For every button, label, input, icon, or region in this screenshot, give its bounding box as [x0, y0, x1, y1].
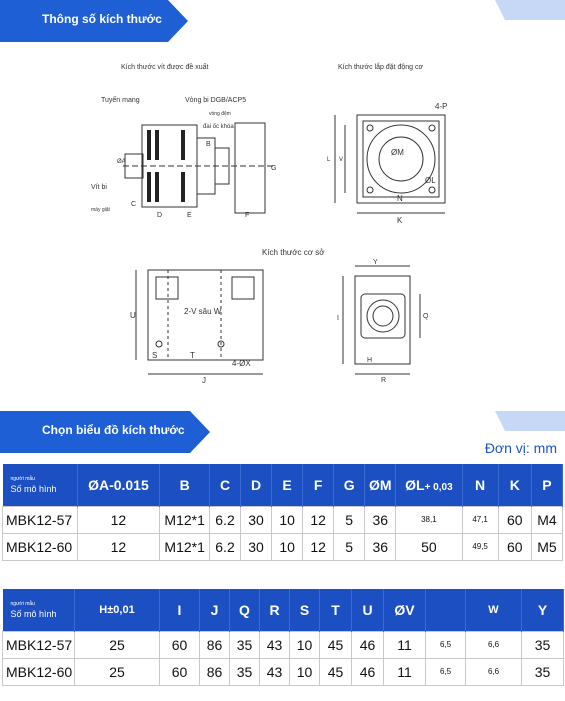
svg-text:Vòng bi DGB/ACP5: Vòng bi DGB/ACP5 [185, 97, 247, 104]
spec-table-2 [2, 589, 564, 686]
section-banner-specs [0, 0, 190, 42]
svg-text:ØL: ØL [425, 176, 436, 185]
motor-drawing [315, 95, 475, 235]
screw-drawing-title: Kích thước vít được đề xuất [121, 64, 209, 71]
model-header: người mẫu Số mô hình [3, 589, 75, 631]
svg-text:U: U [130, 311, 136, 320]
model-header: người mẫu Số mô hình [3, 464, 78, 506]
column-header: ØV [384, 589, 426, 631]
motor-drawing-title: Kích thước lắp đặt động cơ [338, 64, 424, 71]
corner-decoration [495, 0, 565, 20]
table-row: MBK12-57 12 M12*1 6.2 30 10 12 5 36 38,1 47,1 60 M4 [3, 506, 563, 533]
svg-text:đai ốc khóa: đai ốc khóa [203, 124, 234, 130]
svg-text:4-ØX: 4-ØX [232, 359, 251, 368]
table-row: MBK12-60 12 M12*1 6.2 30 10 12 5 36 50 49,5 60 M5 [3, 533, 563, 560]
svg-text:4-P: 4-P [435, 102, 448, 111]
section-title: Thông số kích thước [42, 12, 162, 26]
svg-text:R: R [381, 377, 387, 384]
section-title: Chọn biểu đồ kích thước [42, 423, 185, 437]
svg-text:L: L [327, 157, 331, 163]
svg-text:N: N [397, 194, 403, 203]
svg-text:F: F [245, 212, 250, 219]
svg-text:E: E [187, 212, 192, 219]
column-header: S [290, 589, 320, 631]
svg-text:máy giặt: máy giặt [91, 207, 110, 213]
column-header: W [466, 589, 522, 631]
column-header: K [498, 464, 531, 506]
column-header: G [334, 464, 365, 506]
svg-text:Q: Q [423, 313, 429, 320]
table-row: MBK12-57 25 60 86 35 43 10 45 46 11 6,5 6,6 35 [3, 631, 564, 658]
column-header: B [160, 464, 210, 506]
column-header: ØA-0.015 [77, 464, 160, 506]
svg-text:J: J [202, 376, 206, 385]
svg-text:ØA: ØA [117, 159, 126, 165]
column-header [426, 589, 466, 631]
svg-text:V: V [339, 157, 344, 163]
spec-table-1 [2, 464, 563, 561]
svg-text:D: D [157, 212, 163, 219]
base-side-drawing [335, 256, 435, 386]
table-header-row [3, 589, 564, 631]
column-header: C [209, 464, 240, 506]
svg-text:C: C [131, 201, 137, 208]
table-row: MBK12-60 25 60 86 35 43 10 45 46 11 6,5 6,6 35 [3, 658, 564, 685]
svg-text:K: K [397, 216, 403, 225]
screw-drawing [85, 88, 285, 233]
svg-text:T: T [190, 351, 195, 360]
svg-text:ØM: ØM [391, 148, 404, 157]
base-front-drawing [128, 262, 278, 387]
svg-text:B: B [206, 141, 211, 148]
column-header: T [320, 589, 352, 631]
svg-text:H: H [367, 357, 373, 364]
column-header: I [160, 589, 200, 631]
unit-label: Đơn vị: mm [484, 440, 557, 456]
base-drawing-title: Kích thước cơ sở [262, 248, 325, 257]
svg-text:S: S [152, 351, 158, 360]
svg-text:Tuyến mang: Tuyến mang [101, 97, 140, 104]
table-header-row [3, 464, 563, 506]
section-banner-chart [0, 411, 212, 453]
corner-decoration [495, 411, 565, 431]
column-header: H±0,01 [75, 589, 160, 631]
column-header: Q [230, 589, 260, 631]
column-header: E [272, 464, 303, 506]
column-header: N [462, 464, 498, 506]
svg-text:2-V sâu W: 2-V sâu W [184, 307, 222, 316]
column-header: R [260, 589, 290, 631]
column-header: ØL+ 0,03 [396, 464, 462, 506]
column-header: Y [522, 589, 564, 631]
svg-text:I: I [337, 315, 339, 322]
column-header: J [200, 589, 230, 631]
svg-text:vòng đệm: vòng đệm [209, 111, 231, 117]
column-header: P [531, 464, 562, 506]
column-header: F [303, 464, 334, 506]
column-header: ØM [365, 464, 396, 506]
svg-text:Vít bi: Vít bi [91, 184, 107, 191]
svg-text:Y: Y [373, 259, 378, 266]
svg-text:G: G [271, 165, 277, 172]
column-header: U [352, 589, 384, 631]
column-header: D [241, 464, 272, 506]
